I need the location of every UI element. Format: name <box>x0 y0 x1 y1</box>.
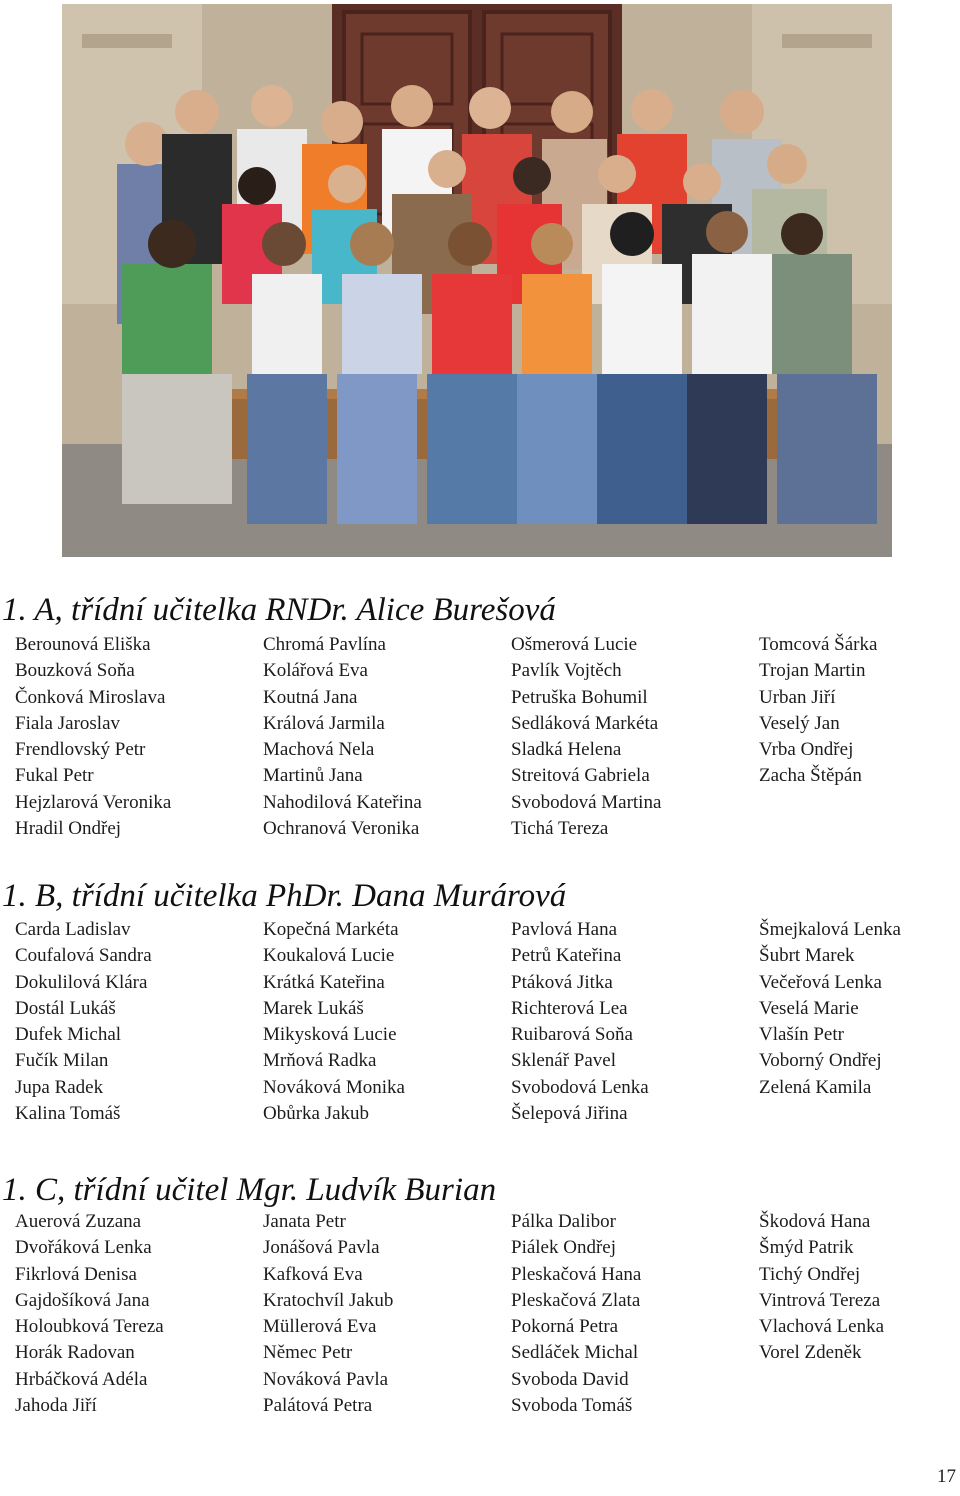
student-name: Nováková Pavla <box>263 1368 389 1390</box>
student-name: Machová Nela <box>263 739 375 761</box>
name-column <box>15 632 263 842</box>
name-column <box>759 917 955 1127</box>
student-name: Ochranová Veronika <box>263 818 420 840</box>
class-1b-student-list <box>15 917 955 1127</box>
student-name: Veselý Jan <box>759 712 840 734</box>
student-name: Bouzková Soňa <box>15 660 135 682</box>
student-name: Streitová Gabriela <box>511 765 650 787</box>
student-name: Jupa Radek <box>15 1076 104 1098</box>
name-column <box>511 1209 759 1419</box>
student-name: Šelepová Jiřina <box>511 1103 628 1125</box>
student-name: Pavlová Hana <box>511 919 618 940</box>
student-name: Janata Petr <box>263 1211 346 1232</box>
student-name: Hejzlarová Veronika <box>15 791 172 813</box>
student-name: Obůrka Jakub <box>263 1103 370 1125</box>
student-name: Vrba Ondřej <box>759 739 854 761</box>
student-name: Svoboda Tomáš <box>511 1395 633 1417</box>
student-name: Richterová Lea <box>511 997 628 1019</box>
student-name: Pleskačová Zlata <box>511 1289 641 1311</box>
student-name: Koukalová Lucie <box>263 945 395 967</box>
student-name: Pokorná Petra <box>511 1316 619 1338</box>
student-name: Jonášová Pavla <box>263 1237 380 1259</box>
student-name: Pavlík Vojtěch <box>511 660 622 682</box>
student-name: Ruibarová Soňa <box>511 1024 633 1046</box>
student-name: Vintrová Tereza <box>759 1289 881 1311</box>
name-column <box>15 917 263 1127</box>
student-name: Kafková Eva <box>263 1263 363 1285</box>
class-photo <box>62 4 892 557</box>
student-name: Svobodová Martina <box>511 791 662 813</box>
student-name: Mikysková Lucie <box>263 1024 397 1046</box>
student-name: Holoubková Tereza <box>15 1316 164 1338</box>
student-name: Kolářová Eva <box>263 660 368 682</box>
student-name: Nahodilová Kateřina <box>263 791 422 813</box>
student-name: Sedláková Markéta <box>511 712 659 734</box>
student-name: Králová Jarmila <box>263 712 385 734</box>
student-name: Fučík Milan <box>15 1050 109 1072</box>
student-name: Petruška Bohumil <box>511 686 648 708</box>
student-name: Coufalová Sandra <box>15 945 152 967</box>
student-name: Svobodová Lenka <box>511 1076 649 1098</box>
page-number: 17 <box>937 1466 956 1487</box>
student-name: Šmejkalová Lenka <box>759 919 901 940</box>
student-name: Kalina Tomáš <box>15 1103 121 1125</box>
name-column <box>511 917 759 1127</box>
student-name: Sklenář Pavel <box>511 1050 617 1072</box>
student-name: Gajdošíková Jana <box>15 1289 150 1311</box>
student-name: Hradil Ondřej <box>15 818 122 840</box>
student-name: Škodová Hana <box>759 1211 871 1232</box>
class-photo-illustration <box>62 4 892 557</box>
student-name: Tichá Tereza <box>511 818 609 840</box>
student-name: Horák Radovan <box>15 1342 135 1364</box>
student-name: Martinů Jana <box>263 765 363 787</box>
student-name: Pleskačová Hana <box>511 1263 642 1285</box>
student-name: Müllerová Eva <box>263 1316 377 1338</box>
student-name: Sladká Helena <box>511 739 622 761</box>
name-column <box>759 1209 955 1419</box>
student-name: Auerová Zuzana <box>15 1211 142 1232</box>
student-name: Dvořáková Lenka <box>15 1237 152 1259</box>
student-name: Tomcová Šárka <box>759 634 878 655</box>
student-name: Zelená Kamila <box>759 1076 872 1098</box>
student-name: Šmýd Patrik <box>759 1237 854 1259</box>
class-1a-heading: 1. A, třídní učitelka RNDr. Alice Burešová <box>2 592 556 628</box>
class-1b-heading: 1. B, třídní učitelka PhDr. Dana Murárová <box>2 878 567 914</box>
student-name: Palátová Petra <box>263 1395 373 1417</box>
student-name: Dostál Lukáš <box>15 997 116 1019</box>
name-column <box>263 1209 511 1419</box>
student-name: Kratochvíl Jakub <box>263 1289 394 1311</box>
student-name: Petrů Kateřina <box>511 945 622 967</box>
class-1c-student-list <box>15 1209 955 1419</box>
student-name: Veselá Marie <box>759 997 859 1019</box>
name-column <box>15 1209 263 1419</box>
student-name: Urban Jiří <box>759 686 836 708</box>
student-name: Vorel Zdeněk <box>759 1342 862 1364</box>
student-name: Čonková Miroslava <box>15 686 166 708</box>
student-name: Němec Petr <box>263 1342 353 1364</box>
student-name: Vlašín Petr <box>759 1024 844 1046</box>
class-1c-heading: 1. C, třídní učitel Mgr. Ludvík Burian <box>2 1172 497 1208</box>
student-name: Marek Lukáš <box>263 997 364 1019</box>
student-name: Šubrt Marek <box>759 945 855 967</box>
student-name: Tichý Ondřej <box>759 1263 861 1285</box>
student-name: Nováková Monika <box>263 1076 405 1098</box>
student-name: Hrbáčková Adéla <box>15 1368 148 1390</box>
student-name: Trojan Martin <box>759 660 866 682</box>
student-name: Voborný Ondřej <box>759 1050 882 1072</box>
student-name: Fukal Petr <box>15 765 94 787</box>
student-name: Berounová Eliška <box>15 634 151 655</box>
student-name: Dufek Michal <box>15 1024 122 1046</box>
student-name: Frendlovský Petr <box>15 739 146 761</box>
student-name: Fikrlová Denisa <box>15 1263 137 1285</box>
student-name: Ptáková Jitka <box>511 971 613 993</box>
student-name: Piálek Ondřej <box>511 1237 617 1259</box>
student-name: Mrňová Radka <box>263 1050 377 1072</box>
student-name: Zacha Štěpán <box>759 765 862 787</box>
student-name: Svoboda David <box>511 1368 629 1390</box>
student-name: Krátká Kateřina <box>263 971 385 993</box>
student-name: Chromá Pavlína <box>263 634 386 655</box>
student-name: Carda Ladislav <box>15 919 131 940</box>
name-column <box>759 632 955 842</box>
student-name: Pálka Dalibor <box>511 1211 617 1232</box>
student-name: Jahoda Jiří <box>15 1395 97 1417</box>
name-column <box>263 917 511 1127</box>
student-name: Dokulilová Klára <box>15 971 148 993</box>
student-name: Vlachová Lenka <box>759 1316 885 1338</box>
student-name: Kopečná Markéta <box>263 919 399 940</box>
student-name: Koutná Jana <box>263 686 358 708</box>
student-name: Ošmerová Lucie <box>511 634 638 655</box>
name-column <box>263 632 511 842</box>
student-name: Fiala Jaroslav <box>15 712 121 734</box>
class-1a-student-list <box>15 632 955 842</box>
name-column <box>511 632 759 842</box>
student-name: Večeřová Lenka <box>759 971 882 993</box>
student-name: Sedláček Michal <box>511 1342 639 1364</box>
